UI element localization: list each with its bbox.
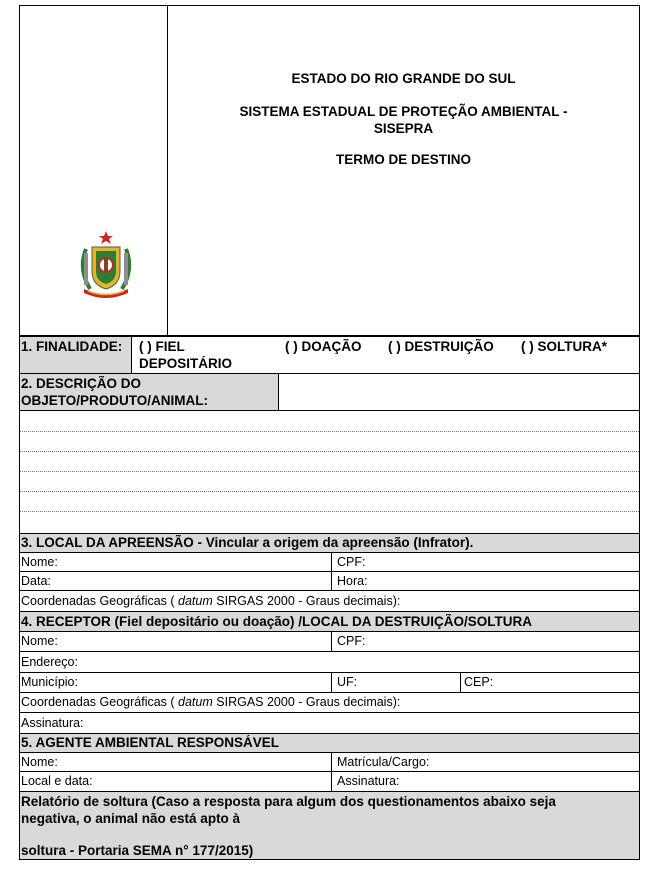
- s3-coord-pre: Coordenadas Geográficas (: [21, 594, 179, 608]
- s3-coord-post: SIRGAS 2000 - Graus decimais):: [212, 594, 401, 608]
- s3-data-cell[interactable]: [19, 571, 332, 591]
- s5-assinatura-label: Assinatura:: [337, 774, 400, 788]
- writing-line: [20, 491, 639, 492]
- s4-cpf-label: CPF:: [337, 634, 366, 648]
- writing-line: [20, 451, 639, 452]
- section3-title: 3. LOCAL DA APREENSÃO - Vincular a origem da apreensão (Infrator).: [21, 535, 474, 550]
- s3-hora-label: Hora:: [337, 574, 368, 588]
- s4-nome-label: Nome:: [21, 634, 58, 648]
- s5-local-data-label: Local e data:: [21, 774, 93, 788]
- option-fiel-depositario[interactable]: ( ) FIEL: [139, 339, 185, 354]
- s3-nome-cell[interactable]: [19, 552, 332, 572]
- s3-cpf-label: CPF:: [337, 555, 366, 569]
- header-doc-title: TERMO DE DESTINO: [335, 152, 471, 167]
- s4-assinatura-label: Assinatura:: [21, 716, 84, 730]
- s4-coord-datum: datum: [178, 695, 213, 709]
- option-fiel-depositario-line2: DEPOSITÁRIO: [139, 356, 233, 371]
- option-doacao[interactable]: ( ) DOAÇÃO: [285, 339, 362, 354]
- descricao-value-cell[interactable]: [278, 373, 640, 411]
- s3-cpf-cell[interactable]: [331, 552, 640, 572]
- header-state: ESTADO DO RIO GRANDE DO SUL: [291, 71, 516, 86]
- s3-hora-cell[interactable]: [331, 571, 640, 591]
- s5-nome-label: Nome:: [21, 755, 58, 769]
- coat-of-arms-emblem: [76, 229, 136, 301]
- descricao-label-line2: OBJETO/PRODUTO/ANIMAL:: [21, 393, 209, 408]
- relatorio-line3: soltura - Portaria SEMA n° 177/2015): [21, 843, 254, 858]
- s4-cpf-cell[interactable]: [331, 631, 640, 652]
- s3-data-label: Data:: [21, 574, 51, 588]
- option-soltura[interactable]: ( ) SOLTURA*: [521, 339, 607, 354]
- s4-coord-post: SIRGAS 2000 - Graus decimais):: [212, 695, 401, 709]
- s3-coord-datum: datum: [178, 594, 213, 608]
- header-divider: [167, 5, 168, 336]
- writing-line: [20, 431, 639, 432]
- s3-nome-label: Nome:: [21, 555, 58, 569]
- s4-uf-label: UF:: [337, 675, 358, 689]
- s4-endereco-label: Endereço:: [21, 655, 78, 669]
- s5-nome-cell[interactable]: [19, 752, 332, 772]
- writing-line: [20, 471, 639, 472]
- s4-endereco-cell[interactable]: [19, 651, 640, 673]
- header-system-line1: SISTEMA ESTADUAL DE PROTEÇÃO AMBIENTAL -: [239, 104, 568, 119]
- relatorio-line1: Relatório de soltura (Caso a resposta para algum dos questionamentos abaixo seja: [21, 794, 556, 809]
- s3-coord-label: [20, 594, 400, 609]
- s5-matricula-label: Matrícula/Cargo:: [337, 755, 430, 769]
- finalidade-label: 1. FINALIDADE:: [21, 339, 123, 354]
- writing-line: [20, 511, 639, 512]
- header-system-line2: SISEPRA: [373, 121, 434, 136]
- section4-title: 4. RECEPTOR (Fiel depositário ou doação) /LOCAL DA DESTRUIÇÃO/SOLTURA: [21, 614, 533, 629]
- s4-municipio-label: Município:: [21, 675, 78, 689]
- option-destruicao[interactable]: ( ) DESTRUIÇÃO: [388, 339, 494, 354]
- s4-coord-pre: Coordenadas Geográficas (: [21, 695, 179, 709]
- s4-coord-label: [20, 695, 400, 710]
- s4-cep-label: CEP:: [464, 675, 494, 689]
- s4-nome-cell[interactable]: [19, 631, 332, 652]
- section5-title: 5. AGENTE AMBIENTAL RESPONSÁVEL: [21, 735, 280, 750]
- s4-assinatura-cell[interactable]: [19, 712, 640, 734]
- descricao-label-line1: 2. DESCRIÇÃO DO: [21, 376, 142, 391]
- relatorio-line2: negativa, o animal não está apto à: [21, 811, 241, 826]
